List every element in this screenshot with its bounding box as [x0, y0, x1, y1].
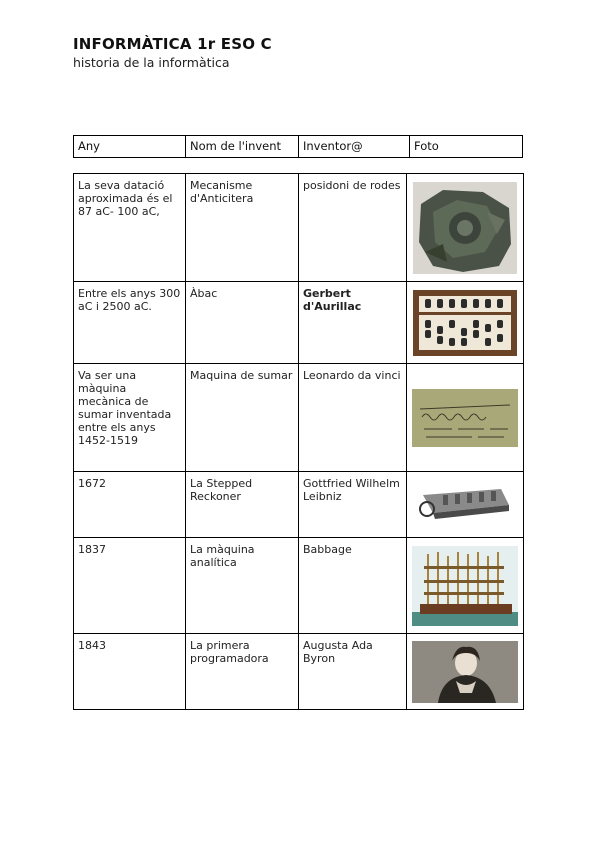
- cell-invent: La màquina analítica: [186, 538, 299, 634]
- document-subtitle: historia de la informàtica: [73, 55, 230, 70]
- cell-invent: La Stepped Reckoner: [186, 472, 299, 538]
- table-row: [74, 364, 524, 472]
- cell-photo: [407, 174, 524, 282]
- inventions-table: [73, 173, 524, 710]
- column-header-invent: Nom de l'invent: [186, 136, 299, 157]
- cell-photo: [407, 472, 524, 538]
- cell-inventor: [299, 282, 407, 364]
- antikythera-mechanism-photo: [413, 182, 517, 274]
- cell-any: La seva datació aproximada és el 87 aC- 100 aC,: [74, 174, 186, 282]
- inventor-name: Gerbert d'Aurillac: [303, 287, 362, 313]
- table-row: [74, 538, 524, 634]
- cell-inventor: Augusta Ada Byron: [299, 634, 407, 710]
- cell-invent: Maquina de sumar: [186, 364, 299, 472]
- cell-inventor: Leonardo da vinci: [299, 364, 407, 472]
- cell-invent: Mecanisme d'Anticitera: [186, 174, 299, 282]
- column-header-inventor: Inventor@: [299, 136, 410, 157]
- cell-photo: [407, 364, 524, 472]
- cell-any: 1843: [74, 634, 186, 710]
- column-header-foto: Foto: [414, 139, 439, 153]
- stepped-reckoner-photo: [413, 481, 517, 529]
- cell-invent: Àbac: [186, 282, 299, 364]
- table-header: [73, 135, 523, 158]
- codex-sketch-photo: [412, 389, 518, 447]
- column-header-any: Any: [74, 136, 186, 157]
- table-row: [74, 472, 524, 538]
- cell-photo: [407, 634, 524, 710]
- cell-any: Va ser una màquina mecànica de sumar inventada entre els anys 1452-1519: [74, 364, 186, 472]
- analytical-engine-photo: [412, 546, 518, 626]
- table-row: [74, 282, 524, 364]
- cell-photo: [407, 538, 524, 634]
- cell-inventor: Babbage: [299, 538, 407, 634]
- table-row: [74, 634, 524, 710]
- cell-any: Entre els anys 300 aC i 2500 aC.: [74, 282, 186, 364]
- ada-portrait-photo: [412, 641, 518, 703]
- abacus-photo: [413, 290, 517, 356]
- cell-inventor: Gottfried Wilhelm Leibniz: [299, 472, 407, 538]
- cell-invent: La primera programadora: [186, 634, 299, 710]
- cell-any: 1672: [74, 472, 186, 538]
- cell-inventor: posidoni de rodes: [299, 174, 407, 282]
- document-title: INFORMÀTICA 1r ESO C: [73, 35, 272, 53]
- table-row: [74, 174, 524, 282]
- cell-photo: [407, 282, 524, 364]
- cell-any: 1837: [74, 538, 186, 634]
